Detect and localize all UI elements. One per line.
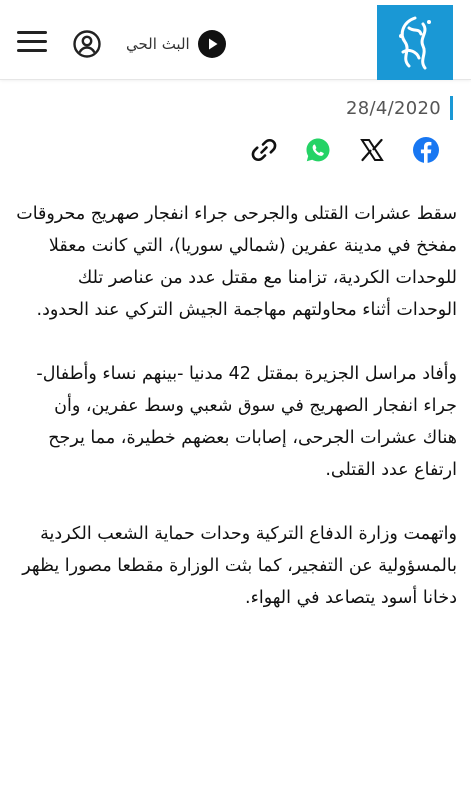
live-stream-button[interactable] (126, 29, 226, 59)
site-logo[interactable] (377, 5, 453, 80)
x-icon (359, 137, 385, 163)
menu-button[interactable] (17, 29, 49, 55)
aljazeera-logo-icon (389, 14, 441, 72)
share-whatsapp-button[interactable] (302, 134, 334, 166)
user-account-button[interactable] (72, 29, 102, 59)
menu-line (17, 31, 47, 34)
live-stream-label: البث الحي (126, 35, 190, 53)
share-facebook-button[interactable] (410, 134, 442, 166)
site-header (0, 0, 471, 80)
date-accent-bar (450, 96, 453, 120)
share-x-button[interactable] (356, 134, 388, 166)
copy-link-button[interactable] (248, 134, 280, 166)
article-date (346, 96, 453, 120)
user-icon (72, 29, 102, 59)
article-paragraph: وأفاد مراسل الجزيرة بمقتل 42 مدنيا -بينهم نساء وأطفال- جراء انفجار الصهريج في سوق شعبي وسط عفرين، وأن هناك عشرات الجرحى، إصابات بعضهم خطيرة، مما يرجح ارتفاع عدد القتلى. (36, 364, 457, 480)
article-paragraph: واتهمت وزارة الدفاع التركية وحدات حماية الشعب الكردية بالمسؤولية عن التفجير، كما بثت الوزارة مقطعا مصورا يظهر دخانا أسود يتصاعد في الهواء. (22, 524, 457, 608)
share-bar (248, 134, 448, 166)
article-paragraph: سقط عشرات القتلى والجرحى جراء انفجار صهريج محروقات مفخخ في مدينة عفرين (شمالي سوريا)، التي كانت معقلا للوحدات الكردية، تزامنا مع مقتل عدد من عناصر تلك الوحدات أثناء محاولتهم مهاجمة الجيش التركي عند الحدود. (16, 204, 457, 320)
menu-line (17, 49, 47, 52)
date-text: 28/4/2020 (346, 97, 441, 119)
link-icon (250, 136, 278, 164)
play-circle-icon (198, 30, 226, 58)
whatsapp-icon (304, 136, 332, 164)
facebook-icon (412, 136, 440, 164)
article-body (16, 198, 457, 646)
menu-line (17, 40, 47, 43)
